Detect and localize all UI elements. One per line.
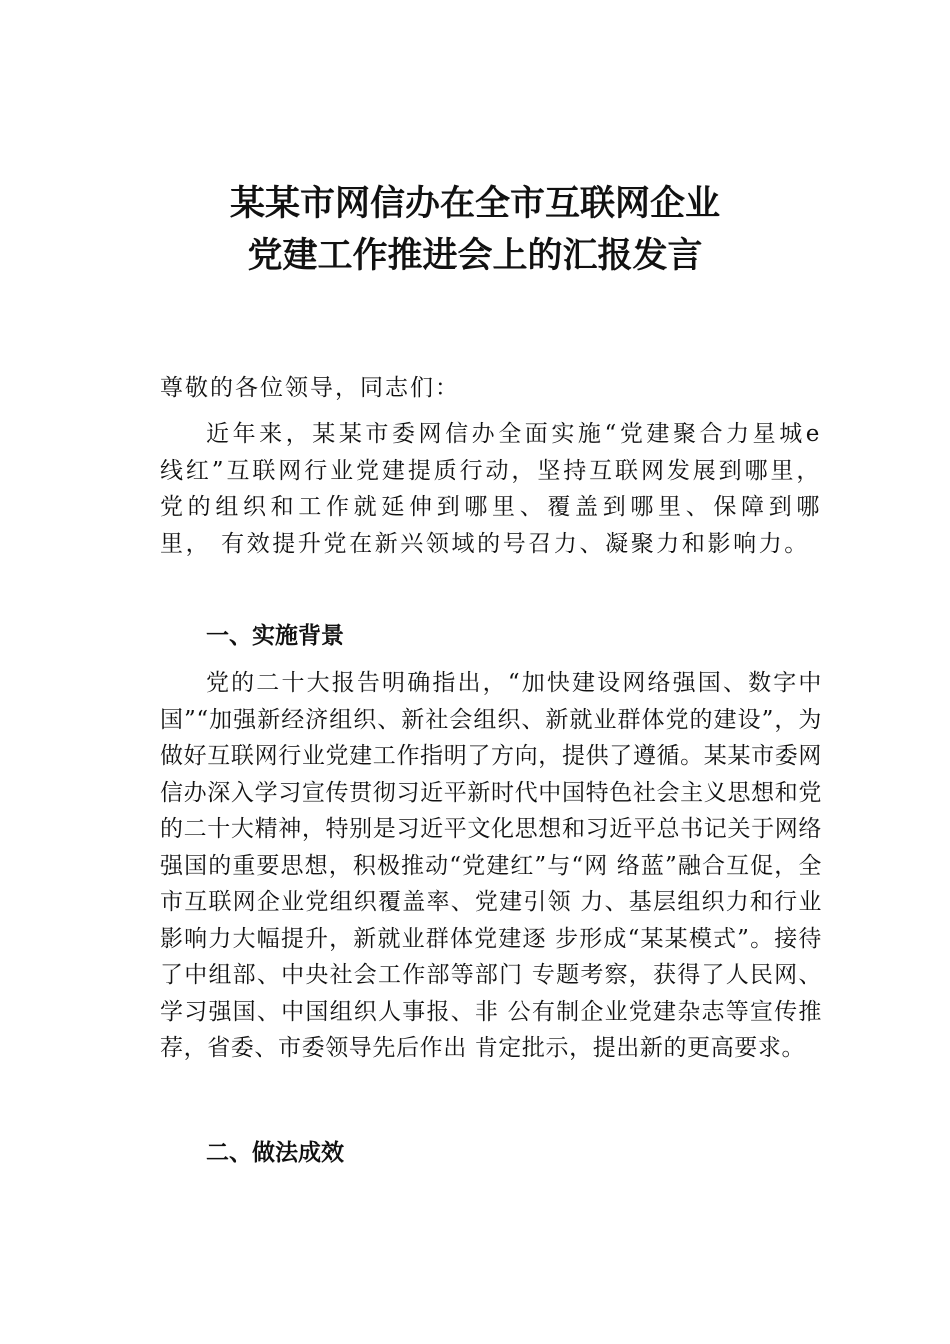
paragraph-background: 党的二十大报告明确指出，“加快建设网络强国、数字中国”“加强新经济组织、新社会组织、新就业群体党的建设”，为做好互联网行业党建工作指明了方向，提供了遵循。某某市委网信办深入学习宣传贯彻习近平新时代中国特色社会主义思想和党的二十大精神，特别是习近平文化思想和习近平总书记关于网络强国的重要思想，积极推动“党建红”与“网 络蓝”融合互促，全市互联网企业党组织覆盖率、党建引领 力、基层组织力和行业影响力大幅提升，新就业群体党建逐 步形成“某某模式”。接待了中组部、中央社会工作部等部门 专题考察，获得了人民网、学习强国、中国组织人事报、非 公有制企业党建杂志等宣传推荐，省委、市委领导先后作出 肯定批示，提出新的更高要求。	[160, 670, 822, 1061]
section-heading-practices: 二、做法成效	[206, 1140, 344, 1166]
title-line-2: 党建工作推进会上的汇报发言	[247, 236, 703, 276]
salutation: 尊敬的各位领导，同志们：	[160, 375, 460, 401]
section-heading-background: 一、实施背景	[206, 623, 344, 649]
document-title	[0, 178, 950, 282]
paragraph-intro: 近年来，某某市委网信办全面实施“党建聚合力星城e线红”互联网行业党建提质行动，坚持互联网发展到哪里， 党的组织和工作就延伸到哪里、覆盖到哪里、保障到哪里， 有效提升党在新兴领域的号召力、凝聚力和影响力。	[160, 421, 822, 557]
title-line-1: 某某市网信办在全市互联网企业	[229, 184, 720, 224]
